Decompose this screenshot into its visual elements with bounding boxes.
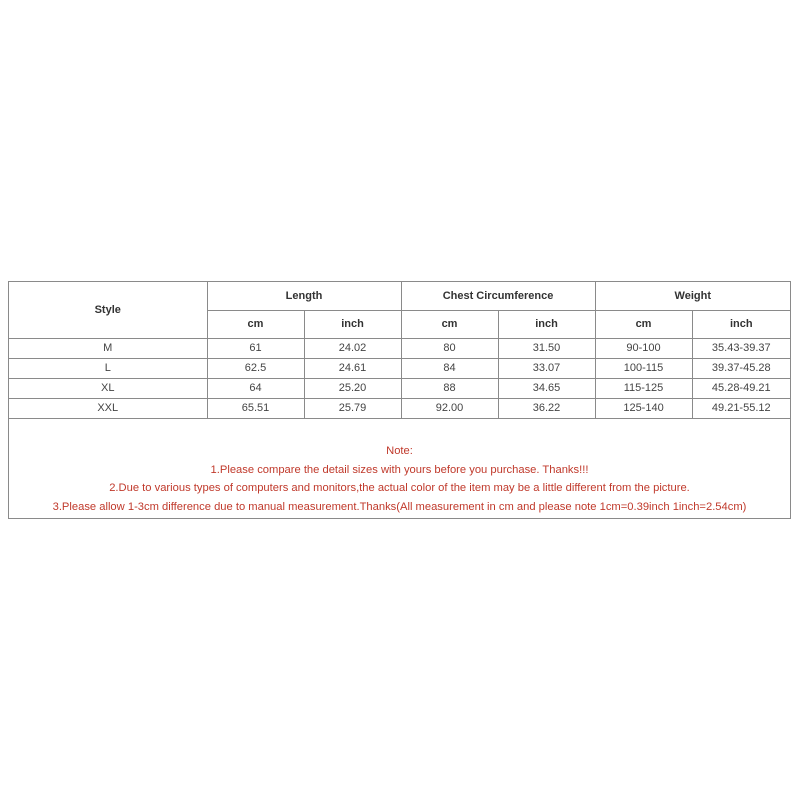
chest-cm-cell: 84: [401, 358, 498, 378]
style-cell: M: [9, 338, 207, 358]
length-cm-cell: 61: [207, 338, 304, 358]
weight-inch-cell: 35.43-39.37: [692, 338, 790, 358]
chest-cm-header: cm: [401, 310, 498, 338]
note-line-2: 2.Due to various types of computers and monitors,the actual color of the item may be a little different from the picture.: [109, 482, 690, 494]
length-inch-cell: 24.61: [304, 358, 401, 378]
header-row-groups: [9, 282, 790, 310]
chest-inch-cell: 34.65: [498, 378, 595, 398]
length-inch-cell: 25.20: [304, 378, 401, 398]
note-line-1: 1.Please compare the detail sizes with yours before you purchase. Thanks!!!: [210, 463, 589, 476]
style-cell: XL: [9, 378, 207, 398]
weight-cm-cell: 90-100: [595, 338, 692, 358]
chest-cm-cell: 92.00: [401, 398, 498, 418]
weight-cm-cell: 125-140: [595, 398, 692, 418]
chest-cm-cell: 80: [401, 338, 498, 358]
length-cm-cell: 62.5: [207, 358, 304, 378]
length-cm-header: cm: [207, 310, 304, 338]
chest-inch-cell: 36.22: [498, 398, 595, 418]
table-row: [9, 358, 790, 378]
size-chart: [8, 281, 791, 519]
weight-cm-header: cm: [595, 310, 692, 338]
style-cell: L: [9, 358, 207, 378]
notes-section: [9, 442, 790, 516]
weight-cm-cell: 100-115: [595, 358, 692, 378]
chest-inch-cell: 31.50: [498, 338, 595, 358]
chest-inch-cell: 33.07: [498, 358, 595, 378]
weight-inch-cell: 49.21-55.12: [692, 398, 790, 418]
chest-inch-header: inch: [498, 310, 595, 338]
weight-inch-cell: 39.37-45.28: [692, 358, 790, 378]
chest-cm-cell: 88: [401, 378, 498, 398]
weight-inch-cell: 45.28-49.21: [692, 378, 790, 398]
length-header: Length: [207, 282, 401, 310]
note-title: Note:: [386, 445, 413, 457]
size-table: [9, 282, 790, 419]
chest-header: Chest Circumference: [401, 282, 595, 310]
table-row: [9, 338, 790, 358]
table-row: [9, 378, 790, 398]
length-inch-cell: 24.02: [304, 338, 401, 358]
weight-cm-cell: 115-125: [595, 378, 692, 398]
table-row: [9, 398, 790, 418]
style-header: Style: [9, 282, 207, 338]
weight-inch-header: inch: [692, 310, 790, 338]
weight-header: Weight: [595, 282, 790, 310]
length-cm-cell: 64: [207, 378, 304, 398]
style-cell: XXL: [9, 398, 207, 418]
length-cm-cell: 65.51: [207, 398, 304, 418]
length-inch-header: inch: [304, 310, 401, 338]
note-line-3: 3.Please allow 1-3cm difference due to manual measurement.Thanks(All measurement in cm and please note 1cm=0.39inch 1inch=2.54cm): [52, 500, 747, 513]
length-inch-cell: 25.79: [304, 398, 401, 418]
